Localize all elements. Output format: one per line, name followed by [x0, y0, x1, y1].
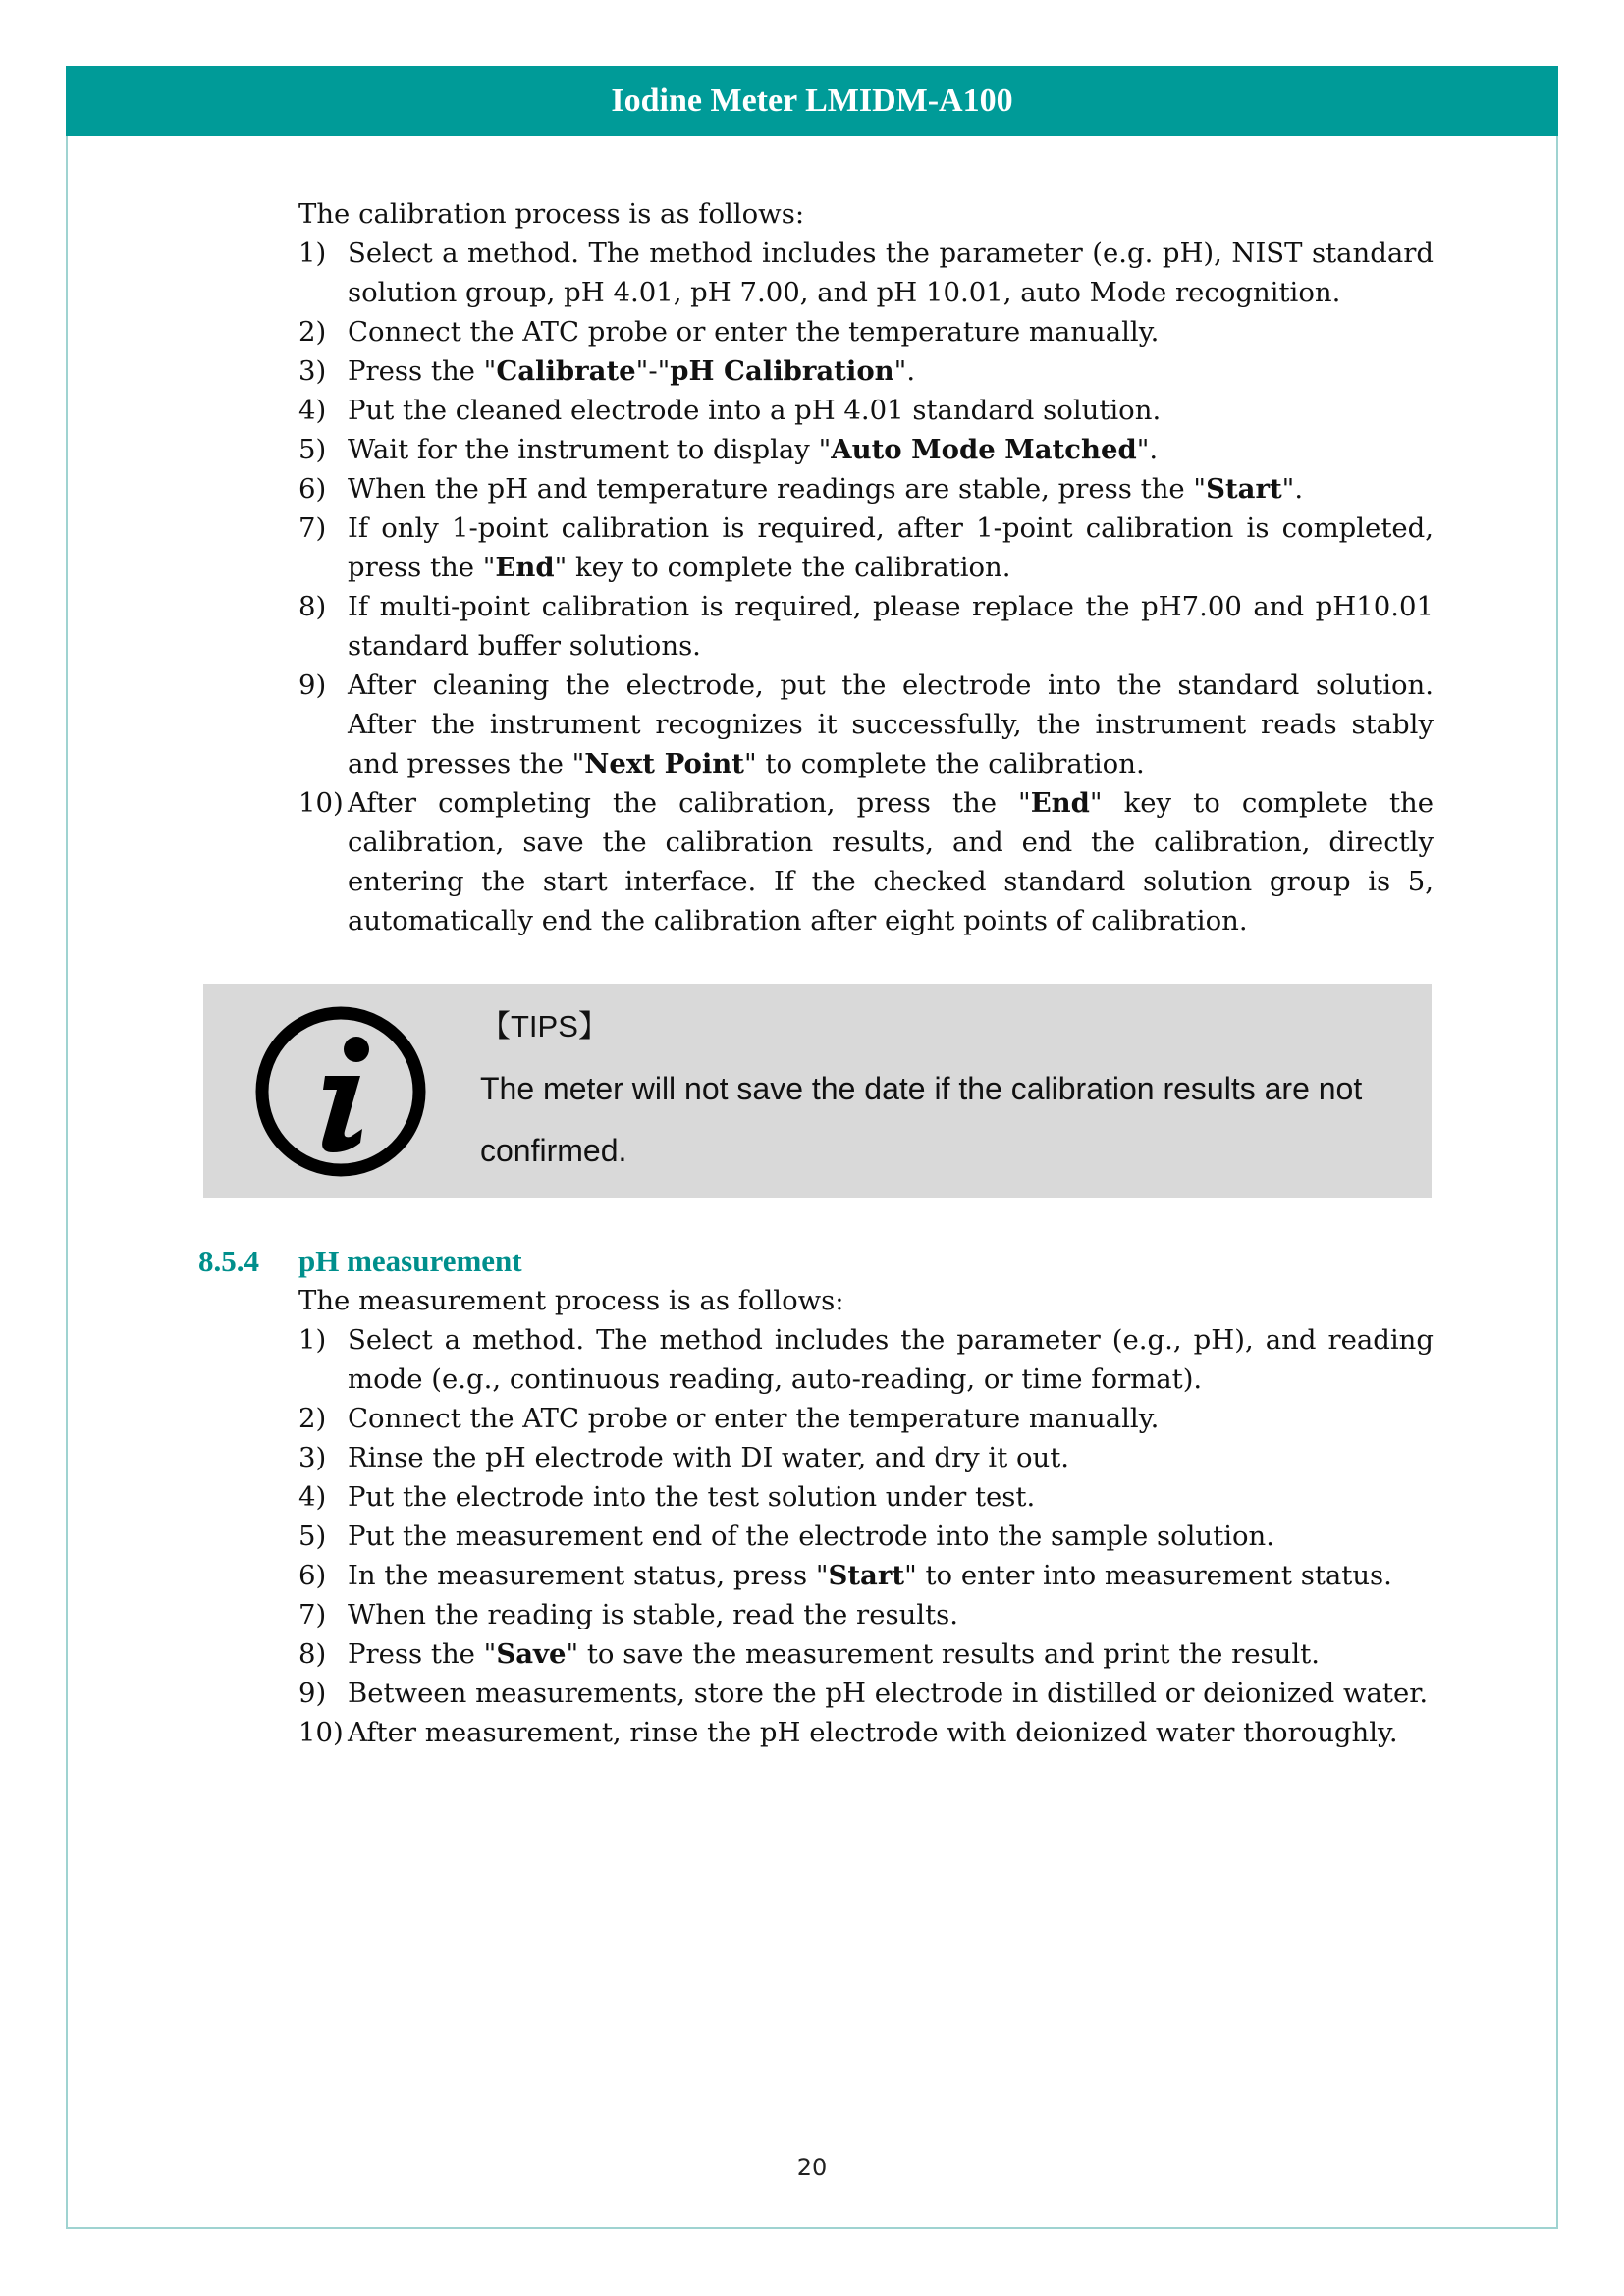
step-number: 9)	[298, 669, 327, 701]
step-number: 2)	[298, 316, 327, 347]
step-number: 3)	[298, 355, 327, 387]
step-text: If multi-point calibration is required, please replace the pH7.00 and pH10.01 standard buffer solutions.	[348, 591, 1434, 662]
step-text: Select a method. The method includes the parameter (e.g. pH), NIST standard solution group, pH 4.01, pH 7.00, and pH 10.01, auto Mode recognition.	[348, 238, 1434, 308]
step-text: When the pH and temperature readings are stable, press the "Start".	[348, 473, 1304, 505]
measurement-section	[198, 1242, 1435, 1752]
step-text: After measurement, rinse the pH electrode with deionized water thoroughly.	[348, 1717, 1398, 1748]
step-text: After cleaning the electrode, put the electrode into the standard solution. After the instrument recognizes it successfully, the instrument reads stably and presses the "Next Point" to complete the calibration.	[348, 669, 1434, 779]
tips-text: The meter will not save the date if the calibration results are not confirmed.	[480, 1071, 1363, 1168]
step-number: 1)	[298, 1324, 327, 1356]
measurement-step	[298, 1399, 1434, 1438]
step-number: 4)	[298, 395, 327, 426]
calibration-step	[298, 234, 1434, 312]
step-text: Press the "Calibrate"-"pH Calibration".	[348, 355, 916, 387]
calibration-section	[298, 194, 1434, 940]
step-text: After completing the calibration, press the "End" key to complete the calibration, save the calibration results, and end the calibration, directly entering the start interface. If the checked standard solution group is 5, automatically end the calibration after eight points of calibration.	[348, 787, 1434, 936]
step-text: When the reading is stable, read the results.	[348, 1599, 958, 1630]
calibration-step	[298, 430, 1434, 469]
step-text: Connect the ATC probe or enter the temperature manually.	[348, 1403, 1160, 1434]
step-text: Select a method. The method includes the parameter (e.g., pH), and reading mode (e.g., continuous reading, auto-reading, or time format).	[348, 1324, 1434, 1395]
step-text: Wait for the instrument to display "Auto Mode Matched".	[348, 434, 1159, 465]
section-title: pH measurement	[298, 1244, 522, 1278]
step-text: Press the "Save" to save the measurement results and print the result.	[348, 1638, 1320, 1670]
measurement-step	[298, 1634, 1434, 1674]
step-number: 2)	[298, 1403, 327, 1434]
step-number: 8)	[298, 591, 327, 622]
step-number: 9)	[298, 1678, 327, 1709]
measurement-step	[298, 1595, 1434, 1634]
tips-box	[203, 984, 1432, 1198]
page-number: 20	[796, 2154, 828, 2181]
measurement-steps-list	[298, 1320, 1434, 1752]
calibration-step	[298, 587, 1434, 666]
step-number: 3)	[298, 1442, 327, 1473]
measurement-step	[298, 1517, 1434, 1556]
step-text: In the measurement status, press "Start" to enter into measurement status.	[348, 1560, 1392, 1591]
step-text: Put the electrode into the test solution under test.	[348, 1481, 1036, 1513]
step-number: 7)	[298, 1599, 327, 1630]
step-number: 4)	[298, 1481, 327, 1513]
document-header	[66, 66, 1558, 136]
document-title: Iodine Meter LMIDM-A100	[611, 82, 1013, 119]
step-number: 6)	[298, 1560, 327, 1591]
measurement-step	[298, 1320, 1434, 1399]
step-number: 1)	[298, 238, 327, 269]
measurement-step	[298, 1674, 1434, 1713]
step-text: Put the measurement end of the electrode into the sample solution.	[348, 1521, 1274, 1552]
section-heading	[198, 1242, 1435, 1281]
step-number: 5)	[298, 434, 327, 465]
tips-heading: 【TIPS】	[480, 1009, 609, 1043]
step-text: Connect the ATC probe or enter the temperature manually.	[348, 316, 1160, 347]
step-number: 8)	[298, 1638, 327, 1670]
calibration-steps-list	[298, 234, 1434, 940]
calibration-step	[298, 666, 1434, 783]
step-text: Rinse the pH electrode with DI water, and dry it out.	[348, 1442, 1070, 1473]
calibration-step	[298, 508, 1434, 587]
measurement-step	[298, 1556, 1434, 1595]
measurement-step	[298, 1438, 1434, 1477]
measurement-intro: The measurement process is as follows:	[298, 1285, 844, 1316]
calibration-step	[298, 469, 1434, 508]
calibration-step	[298, 351, 1434, 391]
step-number: 10)	[298, 1717, 344, 1748]
measurement-step	[298, 1477, 1434, 1517]
section-number: 8.5.4	[198, 1244, 259, 1278]
step-number: 7)	[298, 512, 327, 544]
step-number: 6)	[298, 473, 327, 505]
step-number: 10)	[298, 787, 344, 819]
step-text: If only 1-point calibration is required, after 1-point calibration is completed, press the "End" key to complete the calibration.	[348, 512, 1434, 583]
measurement-step	[298, 1713, 1434, 1752]
step-text: Between measurements, store the pH electrode in distilled or deionized water.	[348, 1678, 1429, 1709]
step-number: 5)	[298, 1521, 327, 1552]
calibration-intro: The calibration process is as follows:	[298, 198, 805, 230]
info-icon	[254, 1005, 427, 1178]
calibration-step	[298, 783, 1434, 940]
calibration-step	[298, 391, 1434, 430]
calibration-step	[298, 312, 1434, 351]
step-text: Put the cleaned electrode into a pH 4.01 standard solution.	[348, 395, 1162, 426]
